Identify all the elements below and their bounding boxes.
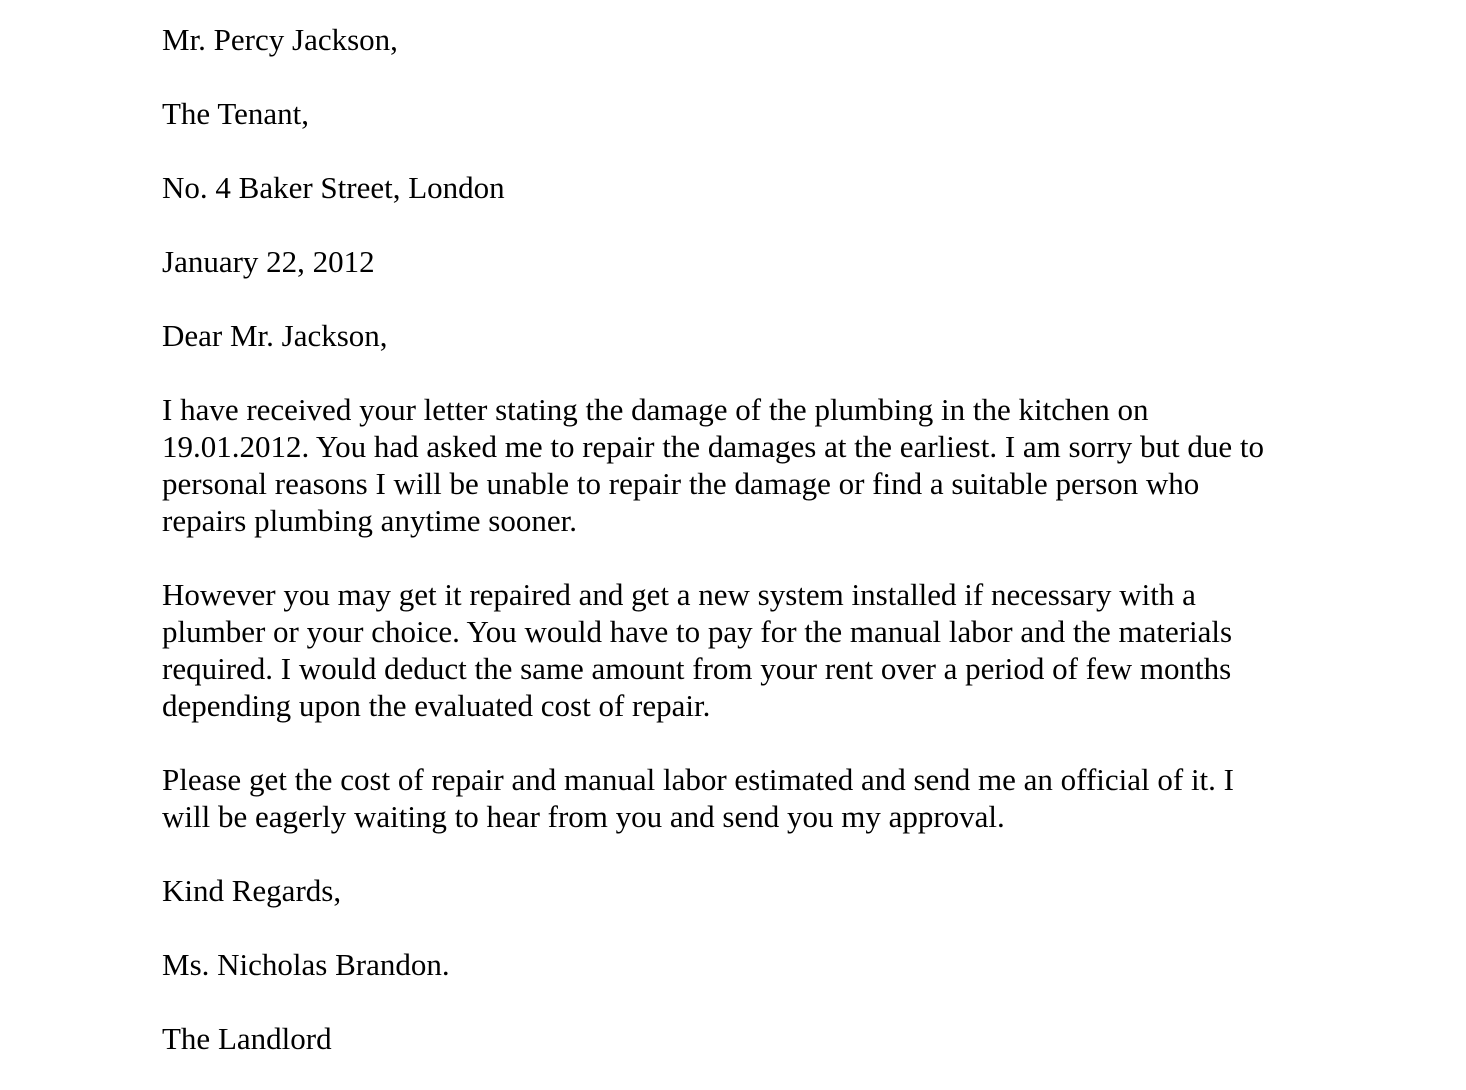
- paragraph-line: Please get the cost of repair and manual labor estimated and send me an official of it. I: [162, 762, 1234, 797]
- letter-date: January 22, 2012: [162, 244, 375, 279]
- body-paragraph-2: [162, 576, 1322, 724]
- paragraph-line: 19.01.2012. You had asked me to repair the damages at the earliest. I am sorry but due to: [162, 429, 1264, 464]
- paragraph-line: depending upon the evaluated cost of repair.: [162, 688, 711, 723]
- body-paragraph-3: [162, 761, 1322, 835]
- sender-role: The Landlord: [162, 1021, 332, 1056]
- body-paragraph-1: [162, 391, 1322, 539]
- sender-name: Ms. Nicholas Brandon.: [162, 947, 450, 982]
- recipient-role: The Tenant,: [162, 96, 310, 131]
- valediction: Kind Regards,: [162, 873, 342, 908]
- recipient-name: Mr. Percy Jackson,: [162, 22, 398, 57]
- paragraph-line: plumber or your choice. You would have to pay for the manual labor and the materials: [162, 614, 1233, 649]
- paragraph-line: However you may get it repaired and get a new system installed if necessary with a: [162, 577, 1196, 612]
- paragraph-line: required. I would deduct the same amount from your rent over a period of few months: [162, 651, 1232, 686]
- salutation: Dear Mr. Jackson,: [162, 318, 388, 353]
- paragraph-line: I have received your letter stating the damage of the plumbing in the kitchen on: [162, 392, 1149, 427]
- paragraph-line: will be eagerly waiting to hear from you and send you my approval.: [162, 799, 1005, 834]
- paragraph-line: repairs plumbing anytime sooner.: [162, 503, 577, 538]
- recipient-address: No. 4 Baker Street, London: [162, 170, 505, 205]
- paragraph-line: personal reasons I will be unable to repair the damage or find a suitable person who: [162, 466, 1200, 501]
- letter: [162, 21, 1322, 1057]
